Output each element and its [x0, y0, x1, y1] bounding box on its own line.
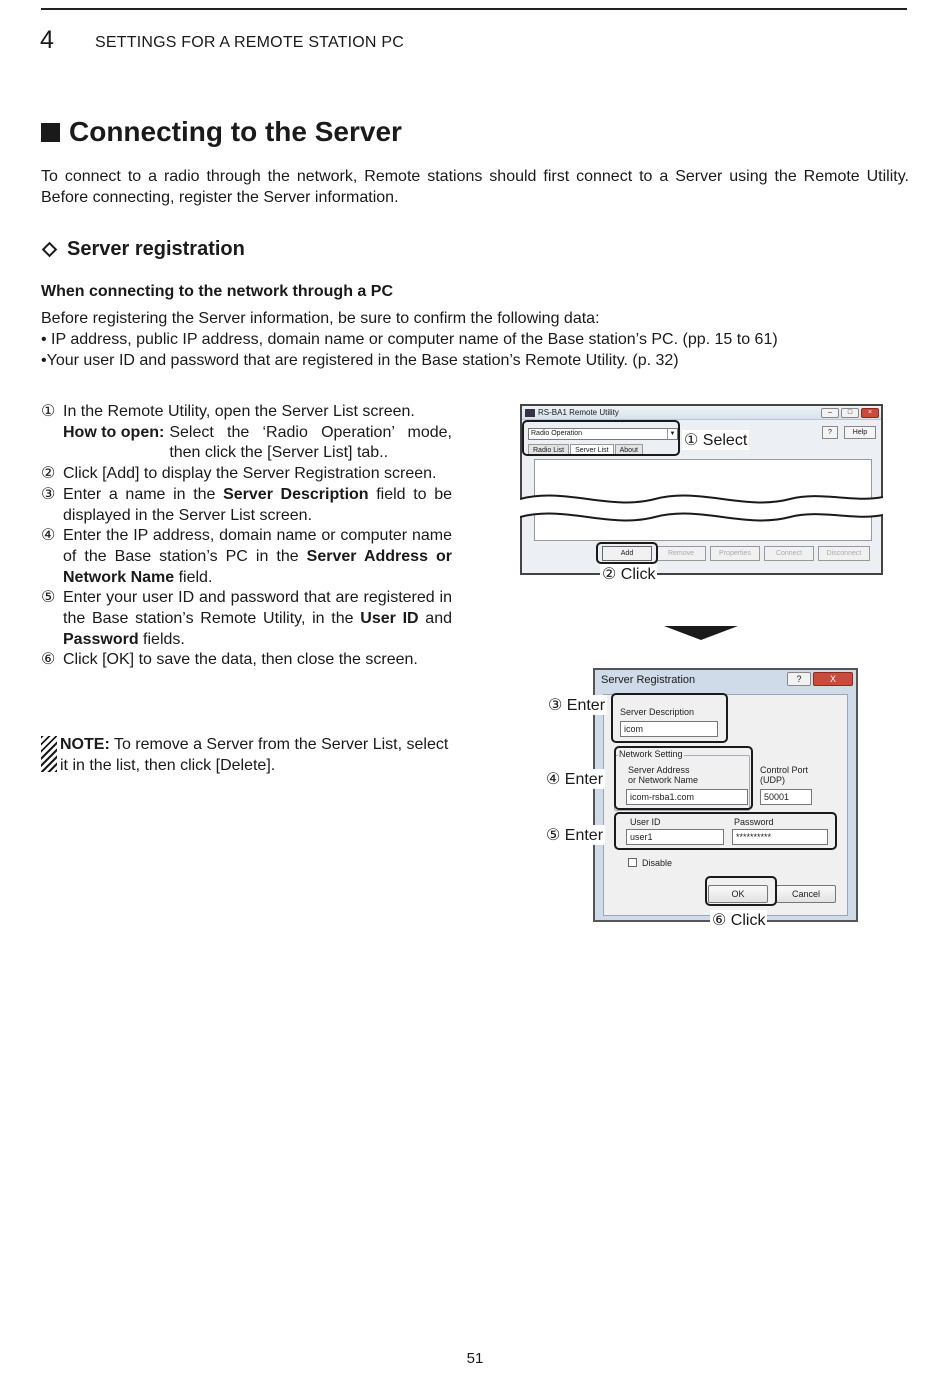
close-icon[interactable]: × [861, 408, 879, 418]
diamond-icon [42, 242, 58, 258]
note-text: To remove a Server from the Server List, select it in the list, then click [Delete]. [60, 736, 449, 774]
note-box [41, 734, 452, 776]
callout-box-description [611, 693, 728, 743]
step-3: ③ Enter a name in the Server Description field to be displayed in the Server List screen. [41, 485, 453, 524]
minimize-icon[interactable]: – [821, 408, 839, 418]
mode-select[interactable]: Radio Operation ▼ [528, 428, 678, 440]
remove-button[interactable]: Remove [656, 546, 706, 561]
arrow-down-icon [664, 626, 738, 640]
step-4: ④ Enter the IP address, domain name or computer name of the Base station’s PC in the Server Address or Network Name field. [41, 527, 453, 586]
callout-box-address [614, 746, 753, 810]
password-label: Password [734, 817, 774, 827]
page-number: 51 [466, 1350, 484, 1367]
callout-click-add: ② Click [602, 566, 656, 583]
control-port-label-2: (UDP) [760, 775, 785, 785]
properties-button[interactable]: Properties [710, 546, 760, 561]
add-button[interactable]: Add [602, 546, 652, 561]
control-port-field[interactable]: 50001 [760, 789, 812, 805]
callout-enter-description: ③ Enter [548, 697, 606, 714]
app-icon [525, 409, 535, 417]
disable-checkbox[interactable] [628, 858, 637, 867]
help-button[interactable]: Help [844, 426, 876, 439]
step-5: ⑤ Enter your user ID and password that are registered in the Base station’s Remote Utility, in the User ID and Password fields. [41, 589, 452, 648]
window-title: RS-BA1 Remote Utility [538, 408, 619, 417]
tab-radio-list[interactable]: Radio List [528, 444, 569, 456]
window-title: Server Registration [601, 674, 696, 686]
chevron-down-icon: ▼ [667, 429, 677, 439]
server-address-label: Server Address [628, 765, 690, 775]
connect-button[interactable]: Connect [764, 546, 814, 561]
close-icon[interactable]: X [813, 672, 853, 686]
subsection-title-text: Server registration [67, 238, 245, 260]
window-titlebar [522, 406, 881, 420]
callout-select: ① Select [684, 432, 748, 449]
server-address-label-2: or Network Name [628, 775, 699, 785]
callout-box-add [596, 542, 658, 564]
how-to-open: How to open: Select the ‘Radio Operation’ mode, then click the [Server List] tab.. [63, 423, 452, 462]
top-rule [41, 8, 907, 10]
tab-about[interactable]: About [615, 444, 643, 456]
steps-list [41, 402, 452, 671]
server-description-label: Server Description [620, 707, 695, 717]
intro-paragraph: To connect to a radio through the network, Remote stations should first connect to a Server using the Remote Utility. Before connecting, register the Server information. [41, 168, 909, 206]
control-port-label: Control Port [760, 765, 809, 775]
help-question-button[interactable]: ? [822, 426, 838, 439]
maximize-icon[interactable]: □ [841, 408, 859, 418]
chapter-title: SETTINGS FOR A REMOTE STATION PC [95, 34, 404, 51]
step-1: ① In the Remote Utility, open the Server List screen. How to open: Select the ‘Radio Operation’ mode, then click the [Server List] tab.. [41, 402, 452, 464]
bullet-item: • IP address, public IP address, domain name or computer name of the Base station’s PC. (pp. 15 to 61) [41, 331, 778, 348]
bold-heading: When connecting to the network through a PC [41, 283, 393, 300]
server-description-field[interactable]: icom [620, 721, 718, 737]
callout-enter-address: ④ Enter [546, 771, 604, 788]
callout-box-select [522, 420, 680, 456]
help-icon[interactable]: ? [787, 672, 811, 686]
note-label: NOTE: [60, 736, 110, 753]
section-title-text: Connecting to the Server [69, 116, 402, 147]
step-6: ⑥ Click [OK] to save the data, then close the screen. [41, 651, 418, 669]
cancel-button[interactable]: Cancel [776, 885, 836, 903]
break-wave [520, 489, 883, 523]
callout-enter-credentials: ⑤ Enter [546, 827, 604, 844]
callout-box-credentials [614, 812, 837, 850]
password-field[interactable]: ********** [732, 829, 828, 845]
bullet-item: •Your user ID and password that are registered in the Base station’s Remote Utility. (p. 32) [41, 352, 679, 369]
step-2: ② Click [Add] to display the Server Registration screen. [41, 465, 437, 483]
user-id-label: User ID [630, 817, 661, 827]
disable-label: Disable [642, 858, 673, 868]
note-hatch-icon [41, 736, 57, 772]
user-id-field[interactable]: user1 [626, 829, 724, 845]
callout-box-ok [705, 876, 777, 906]
chapter-number: 4 [40, 26, 54, 54]
section-title [41, 116, 402, 148]
pre-text: Before registering the Server information, be sure to confirm the following data: [41, 310, 600, 327]
server-address-field[interactable]: icom-rsba1.com [626, 789, 748, 805]
black-square-icon [41, 123, 60, 142]
tab-server-list[interactable]: Server List [570, 444, 613, 456]
callout-click-ok: ⑥ Click [712, 912, 766, 929]
disconnect-button[interactable]: Disconnect [818, 546, 870, 561]
ok-button[interactable]: OK [708, 885, 768, 903]
subsection-title [41, 238, 245, 261]
network-setting-title: Network Setting [619, 749, 683, 759]
